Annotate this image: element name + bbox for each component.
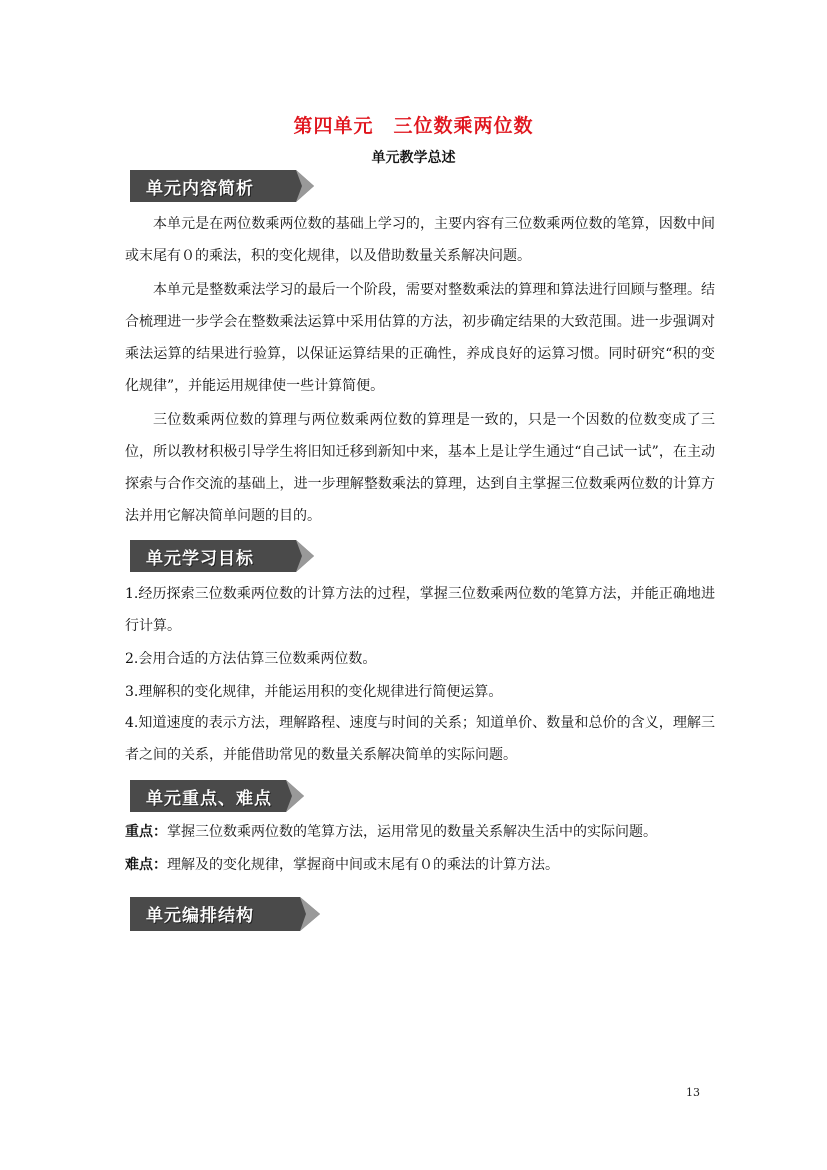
section-heading-structure: 单元编排结构 <box>146 906 254 926</box>
goal-item-3: 3.理解积的变化规律，并能运用积的变化规律进行简便运算。 <box>125 684 503 700</box>
difficult-point-line <box>125 849 715 881</box>
difficult-point-text: 理解及的变化规律，掌握商中间或末尾有０的乘法的计算方法。 <box>167 857 559 873</box>
content-paragraph-1: 本单元是在两位数乘两位数的基础上学习的，主要内容有三位数乘两位数的笔算，因数中间或末尾有０的乘法，积的变化规律，以及借助数量关系解决问题。 <box>125 216 715 264</box>
key-point-label: 重点： <box>125 824 167 840</box>
page-number: 13 <box>686 1086 700 1099</box>
section-banner-goals <box>130 540 320 572</box>
section-heading-keypoints: 单元重点、难点 <box>146 789 272 809</box>
goal-item-1: 1.经历探索三位数乘两位数的计算方法的过程，掌握三位数乘两位数的笔算方法，并能正确地进行计算。 <box>125 586 715 634</box>
section-heading-goals: 单元学习目标 <box>146 549 254 569</box>
key-point-text: 掌握三位数乘两位数的笔算方法，运用常见的数量关系解决生活中的实际问题。 <box>167 824 657 840</box>
goal-item-4: 4.知道速度的表示方法，理解路程、速度与时间的关系；知道单价、数量和总价的含义，理解三者之间的关系，并能借助常见的数量关系解决简单的实际问题。 <box>125 715 715 763</box>
content-paragraph-3: 三位数乘两位数的算理与两位数乘两位数的算理是一致的，只是一个因数的位数变成了三位，所以教材积极引导学生将旧知迁移到新知中来，基本上是让学生通过“自己试一试”，在主动探索与合作交流的基础上，进一步理解整数乘法的算理，达到自主掌握三位数乘两位数的计算方法并用它解决简单问题的目的。 <box>125 412 715 524</box>
content-paragraph-2: 本单元是整数乘法学习的最后一个阶段，需要对整数乘法的算理和算法进行回顾与整理。结合梳理进一步学会在整数乘法运算中采用估算的方法，初步确定结果的大致范围。进一步强调对乘法运算的结果进行验算，以保证运算结果的正确性，养成良好的运算习惯。同时研究“积的变化规律”，并能运用规律使一些计算简便。 <box>125 282 715 394</box>
section-heading-content: 单元内容简析 <box>146 179 254 199</box>
page-title: 第四单元 三位数乘两位数 <box>293 115 534 137</box>
difficult-point-label: 难点： <box>125 857 167 873</box>
goal-item-2: 2.会用合适的方法估算三位数乘两位数。 <box>125 651 377 667</box>
page-subtitle: 单元教学总述 <box>371 150 456 166</box>
section-banner-keypoints <box>130 780 320 812</box>
section-banner-structure <box>130 897 320 929</box>
key-point-line <box>125 816 715 848</box>
section-banner-content <box>130 170 320 202</box>
